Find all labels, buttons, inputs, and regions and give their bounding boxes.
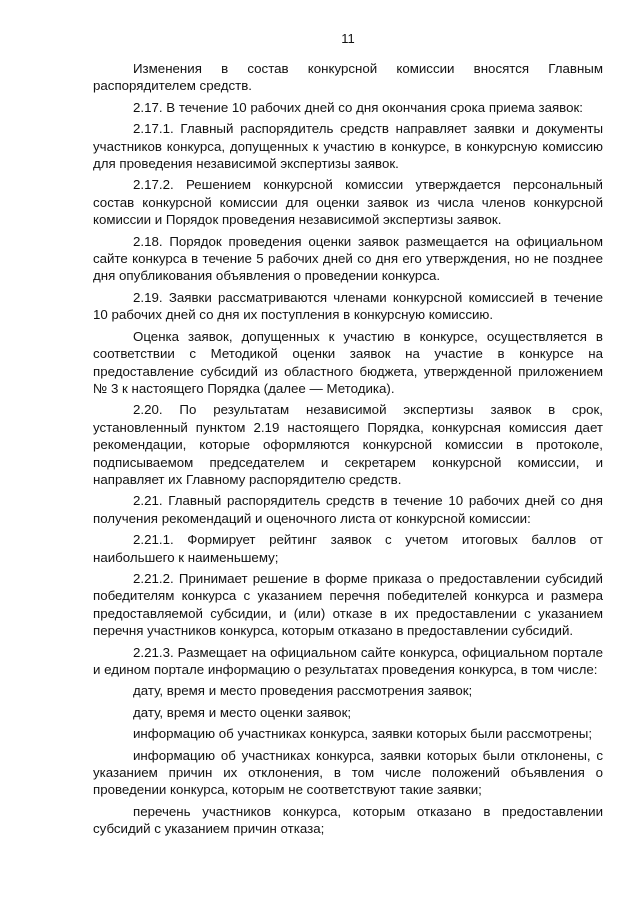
- paragraph-2-21-2: 2.21.2. Принимает решение в форме приказа о предоставлении субсидий победителям конкурса с указанием перечня победителей конкурса и размера предоставляемой субсидии, и (или) отказе в их предоставлении с указанием перечня участников конкурса, которым отказано в предоставлении субсидий.: [93, 570, 603, 639]
- paragraph-2-19: 2.19. Заявки рассматриваются членами конкурсной комиссией в течение 10 рабочих дней со дня их поступления в конкурсную комиссию.: [93, 289, 603, 323]
- list-item-rejected-participants: информацию об участниках конкурса, заявки которых были отклонены, с указанием причин их отклонения, в том числе положений объявления о проведении конкурса, которым не соответствуют такие заявки;: [93, 747, 603, 798]
- paragraph-2-20: 2.20. По результатам независимой экспертизы заявок в срок, установленный пунктом 2.19 настоящего Порядка, конкурсная комиссия дает рекомендации, которые оформляются конкурсной комиссии в протоколе, подписываемом председателем и секретарем конкурсной комиссии, и направляет их Главному распорядителю средств.: [93, 402, 603, 487]
- paragraph-2-17-1: 2.17.1. Главный распорядитель средств направляет заявки и документы участников конкурса, допущенных к участию в конкурсе, в конкурсную комиссию для проведения независимой экспертизы заявок.: [93, 121, 603, 172]
- paragraph-2-21-1: 2.21.1. Формирует рейтинг заявок с учетом итоговых баллов от наибольшего к наименьшему;: [93, 532, 603, 565]
- paragraph-2-21: 2.21. Главный распорядитель средств в течение 10 рабочих дней со дня получения рекомендаций и оценочного листа от конкурсной комиссии:: [93, 493, 603, 526]
- paragraph-commission-changes: Изменения в состав конкурсной комиссии вносятся Главным распорядителем средств.: [93, 61, 603, 94]
- page-number: 11: [341, 31, 355, 46]
- list-item-refused-participants: перечень участников конкурса, которым отказано в предоставлении субсидий с указанием причин отказа;: [93, 803, 603, 837]
- paragraph-2-18: 2.18. Порядок проведения оценки заявок размещается на официальном сайте конкурса в течение 5 рабочих дней со дня его утверждения, но не позднее дня опубликования объявления о проведении конкурса.: [93, 233, 603, 284]
- paragraph-2-17: 2.17. В течение 10 рабочих дней со дня окончания срока приема заявок:: [133, 99, 583, 115]
- list-item-review-date: дату, время и место проведения рассмотрения заявок;: [133, 683, 473, 699]
- paragraph-2-17-2: 2.17.2. Решением конкурсной комиссии утверждается персональный состав конкурсной комиссии для оценки заявок из числа членов конкурсной комиссии и Порядок проведения независимой экспертизы заявок.: [93, 177, 603, 228]
- list-item-reviewed-participants: информацию об участниках конкурса, заявки которых были рассмотрены;: [133, 726, 593, 742]
- list-item-evaluation-date: дату, время и место оценки заявок;: [133, 704, 352, 720]
- paragraph-evaluation: Оценка заявок, допущенных к участию в конкурсе, осуществляется в соответствии с Методикой оценки заявок на участие в конкурсе на предоставление субсидий из областного бюджета, утвержденной приложением № 3 к настоящего Порядка (далее — Методика).: [93, 328, 603, 396]
- paragraph-2-21-3: 2.21.3. Размещает на официальном сайте конкурса, официальном портале и едином портале информацию о результатах проведения конкурса, в том числе:: [93, 644, 603, 677]
